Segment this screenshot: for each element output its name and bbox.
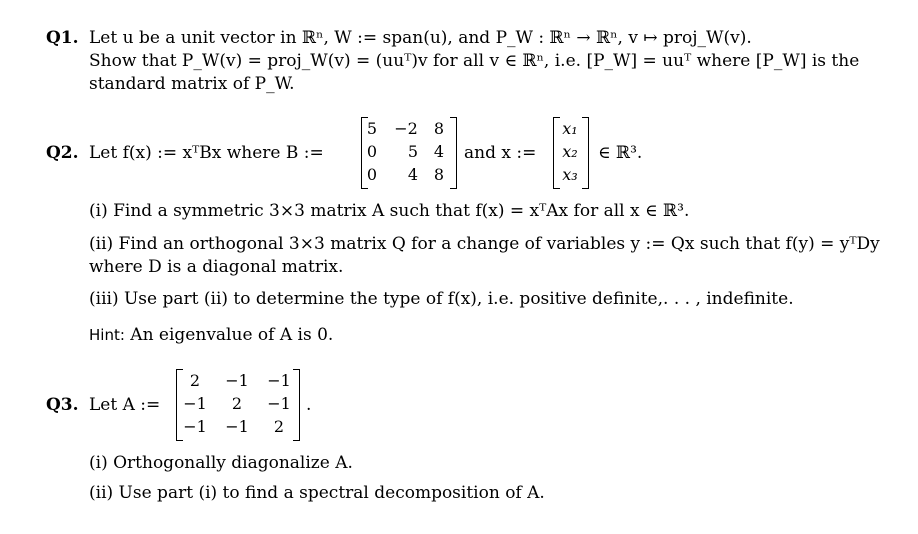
matrix-a-cell: −1 bbox=[267, 371, 291, 390]
q1-line3: standard matrix of P_W. bbox=[89, 74, 295, 94]
matrix-b-cell: 8 bbox=[433, 165, 445, 184]
q1-line2: Show that P_W(v) = proj_W(v) = (uuᵀ)v for all v ∈ ℝⁿ, i.e. [P_W] = uuᵀ where [P_W] is the bbox=[89, 51, 860, 71]
matrix-a-cell: −1 bbox=[183, 394, 207, 413]
matrix-b-cell: 4 bbox=[407, 165, 419, 184]
q3-part-i: (i) Orthogonally diagonalize A. bbox=[89, 453, 353, 473]
matrix-a-right-bracket bbox=[293, 369, 300, 441]
matrix-a-cell: −1 bbox=[225, 371, 249, 390]
matrix-a-cell: −1 bbox=[183, 417, 207, 436]
q2-part-iii: (iii) Use part (ii) to determine the type of f(x), i.e. positive definite,. . . , indefinite. bbox=[89, 289, 794, 309]
matrix-b-cell: −2 bbox=[394, 119, 418, 138]
q3-part-ii: (ii) Use part (i) to find a spectral decomposition of A. bbox=[89, 483, 545, 503]
matrix-a-cell: −1 bbox=[225, 417, 249, 436]
q2-part-i: (i) Find a symmetric 3×3 matrix A such that f(x) = xᵀAx for all x ∈ ℝ³. bbox=[89, 201, 690, 221]
matrix-b-cell: 8 bbox=[433, 119, 445, 138]
matrix-b-cell: 5 bbox=[366, 119, 378, 138]
matrix-b-cell: 4 bbox=[433, 142, 445, 161]
q2-hint-label: Hint: bbox=[89, 326, 125, 344]
matrix-b-cell: 5 bbox=[407, 142, 419, 161]
vector-x-entry: x₁ bbox=[562, 119, 578, 138]
q2-label: Q2. bbox=[46, 143, 79, 163]
matrix-b-cell: 0 bbox=[366, 165, 378, 184]
vector-x-entry: x₃ bbox=[562, 165, 578, 184]
matrix-a-cell: 2 bbox=[231, 394, 243, 413]
q2-intro: Let f(x) := xᵀBx where B := bbox=[89, 143, 324, 163]
q3-period: . bbox=[306, 395, 312, 415]
matrix-a-cell: 2 bbox=[273, 417, 285, 436]
q1-line1: Let u be a unit vector in ℝⁿ, W := span(u), and P_W : ℝⁿ → ℝⁿ, v ↦ proj_W(v). bbox=[89, 28, 752, 48]
q2-part-ii-line2: where D is a diagonal matrix. bbox=[89, 257, 344, 277]
matrix-a-cell: 2 bbox=[189, 371, 201, 390]
q2-hint-text: An eigenvalue of A is 0. bbox=[130, 325, 334, 345]
q2-in-r3: ∈ ℝ³. bbox=[598, 143, 643, 163]
q2-hint bbox=[89, 324, 333, 346]
vector-x-entry: x₂ bbox=[562, 142, 578, 161]
q2-part-ii-line1: (ii) Find an orthogonal 3×3 matrix Q for a change of variables y := Qx such that f(y) = yᵀDy bbox=[89, 234, 880, 254]
q2-and-x: and x := bbox=[464, 143, 537, 163]
matrix-b-cell: 0 bbox=[366, 142, 378, 161]
matrix-a-cell: −1 bbox=[267, 394, 291, 413]
q3-label: Q3. bbox=[46, 395, 79, 415]
q3-intro: Let A := bbox=[89, 395, 161, 415]
q1-label: Q1. bbox=[46, 28, 79, 48]
